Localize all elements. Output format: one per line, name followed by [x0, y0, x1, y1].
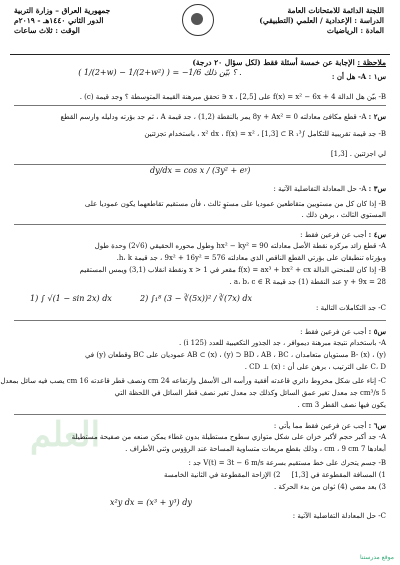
q1-a-equation: ( 1/(2+w) − 1/(2+w²) ) = −1/6 ؟ بيّن ذلك . — [78, 68, 242, 77]
q2-label: س٢ : — [368, 112, 386, 121]
q5-a: A- باستخدام نتيجة مبرهنة ديموافر ، جد الجذور التكعيبية للعدد (125 i) . — [178, 339, 386, 347]
q4-c-integral-2: 2) ∫₁⁸ (3 − ∛(5x))² / ∛(7x) dx — [140, 294, 253, 303]
q4-a-1: A- قطع زائد مركزه نقطة الأصل معادلته hx² − ky² = 90 وطول محوره الحقيقي (6√2) وحدة طول — [94, 242, 386, 250]
q6-c-equation: x²y dx = (x³ + y³) dy — [110, 498, 192, 507]
q1-label: س١ : — [368, 72, 386, 81]
q3-b-1: B- إذا كان كل من مستويين متقاطعين عموديا على مستوٍ ثالث ، فأن مستقيم تقاطعهما يكون عموديا على — [84, 200, 386, 208]
q3-label: س٣ : — [368, 184, 386, 193]
q5-b-2: C، D على الترتيب ، برهن على أن : CD ⊥ (x) . — [244, 363, 386, 371]
header-divider — [10, 54, 390, 55]
note-text: الإجابة عن خمسة أسئلة فقط (لكل سؤال ٢٠ درجة) — [192, 58, 355, 67]
divider — [14, 224, 386, 225]
q6-label: س٦ : — [368, 421, 386, 430]
q3-a-equation: dy/dx = cos x / (3y² + eʸ) — [150, 166, 251, 175]
q4-c-integral-1: 1) ∫ √(1 − sin 2x) dx — [30, 294, 112, 303]
q2-b-1: B- جد قيمة تقريبية للتكامل ∫₁³ x² dx ، f(x) = x² ، [1,3] ⊂ R ، باستخدام تجزئتين — [144, 130, 386, 138]
q4-lead: س٤ : أجب عن فرعين فقط : — [300, 230, 386, 239]
q5-label: س٥ : — [368, 327, 386, 336]
q6-c: C- حل المعادلة التفاضلية الآتية : — [292, 512, 386, 520]
q3-b-2: المستوي الثالث ، برهن ذلك . — [301, 211, 386, 219]
header-study: الدراسة : الإعدادية / العلمي (التطبيقي) — [259, 16, 384, 25]
q6-b-items: 1) المسافة المقطوعة في [1,3] 2) الإزاحة المقطوعة في الثانية الخامسة — [163, 471, 386, 479]
q5-b-1: B- (x) ، (y) مستويان متعامدان ، AB ⊂ (x) ، (y) ⊃ BD ، AB ، BC عموديان على BC وقطعان (y) في — [84, 351, 386, 359]
q4-label: س٤ : — [368, 230, 386, 239]
header-left — [14, 6, 110, 36]
q2-a: س٢ : A- قطع مكافئ معادلته 8y + Ax² = 0 يمر بالنقطة (1,2) ، جد قيمة A ، ثم جد بؤرته ودليله وارسم القطع — [60, 112, 386, 121]
q5-c-3: يكون فيها نصف القطر 3 cm . — [297, 401, 386, 409]
divider — [14, 105, 386, 106]
q6-a-1: A- جد أكبر حجم لأكبر خزان على شكل متوازي سطوح مستطيلة بدون غطاء يمكن صنعه من صفيحة مستطيلة — [71, 433, 386, 441]
q6-b-3: 3) بعد مضي (4) ثوان من بدء الحركة . — [273, 483, 386, 491]
q2-b-2: لي اجزئتين . [1,3] — [330, 150, 386, 158]
q1-b: B- بيّن هل الدالة f(x) = x² − 6x + 4 على [2,5] ، x ∈ تحقق مبرهنة القيمة المتوسطة ؟ وجد قيمة (c) . — [79, 93, 386, 101]
header-right — [259, 6, 384, 36]
q5-c-2: 5 cm³/s جد معدل تغير عمق السائل وكذلك جد معدل تغير نصف قطر السائل في اللحظة التي — [114, 389, 386, 397]
header-ministry: جمهورية العراق – وزارة التربية — [14, 6, 111, 15]
q5-lead: س٥ : أجب عن فرعين فقط : — [300, 327, 386, 336]
q4-c: C- جد التكاملات التالية : — [315, 304, 386, 312]
q6-lead: س٦ : أجب عن فرعين فقط مما يأتي : — [273, 421, 386, 430]
q1-a-text: A- هل أن : — [331, 72, 367, 81]
divider — [14, 164, 386, 165]
exam-note — [192, 58, 386, 67]
watermark: العلم — [30, 415, 101, 455]
q5-c-1: C- إناء على شكل مخروط دائري قاعدته أفقية ورأسه الى الأسفل وارتفاعه 24 cm ونصف قطر قاعدته 16 cm يصب فيه سائل بمعدل — [0, 377, 386, 385]
header-subject: المادة : الرياضيات — [326, 26, 384, 35]
q6-a-2: أبعادها 7 cm ، 9 cm ، وذلك بقطع مربعات متساوية المساحة عند الرؤوس وثني الأطراف . — [125, 445, 386, 453]
q3-a: س٣ : A- حل المعادلة التفاضلية الآتية : — [273, 184, 386, 193]
site-logo: موقع مدرستنا — [359, 554, 394, 561]
note-label: ملاحظة : — [357, 58, 386, 67]
q6-b-1: B- جسم يتحرك على خط مستقيم بسرعة V(t) = 3t − 6 m/s جد : — [188, 459, 386, 467]
header-time: الوقت : ثلاث ساعات — [14, 26, 80, 35]
header-session: الدور الثاني ١٤٤٠هـ - ٢٠١٩م — [14, 16, 104, 25]
ministry-logo — [182, 4, 214, 36]
q4-b-1: B- إذا كان للمنحني الدالة f(x) = ax³ + bx² + cx مقعر في x > 1 ونقطة انقلاب (3,1) ويمس المستقيم — [79, 266, 386, 274]
header-committee: اللجنة الدائمة للامتحانات العامة — [287, 6, 384, 15]
q4-b-2: y + 9x = 28 عند النقطة (1) جد قيمة a، b، c ∈ R . — [229, 278, 386, 286]
divider — [14, 320, 386, 321]
q4-a-2: وبؤرتاه تنطبقان على بؤرتي القطع الناقص الذي معادلته 9x² + 16y² = 576 ، جد قيمة h، k. — [116, 254, 386, 262]
